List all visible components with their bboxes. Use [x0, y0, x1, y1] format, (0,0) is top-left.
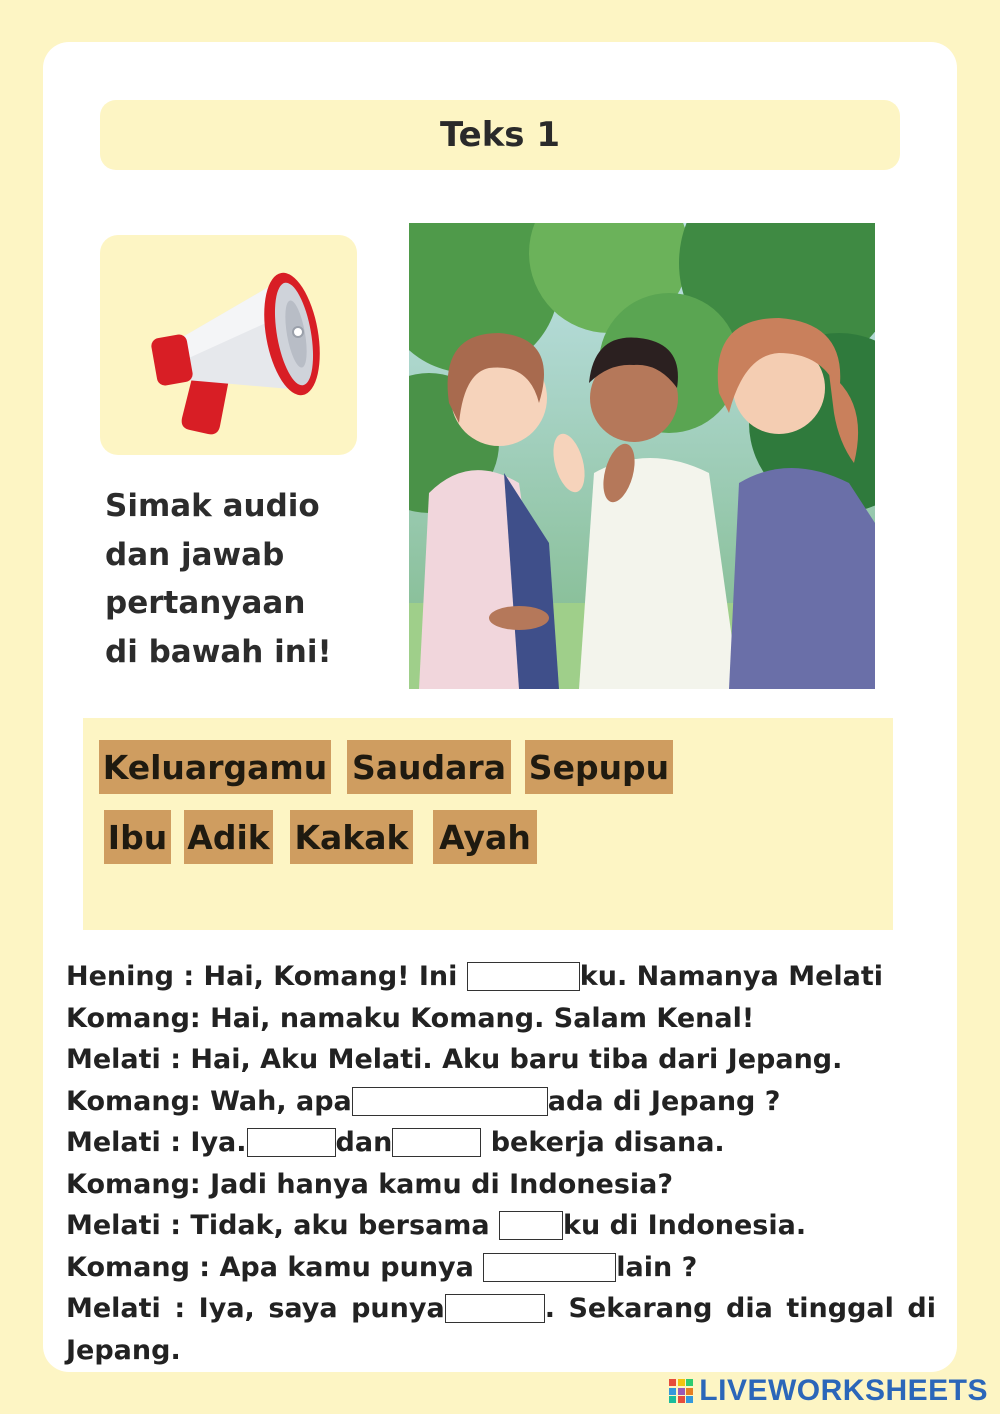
dialogue-line-3: Melati : Hai, Aku Melati. Aku baru tiba dari Jepang. [66, 1044, 843, 1075]
word-chip-adik[interactable]: Adik [184, 810, 273, 864]
word-chip-saudara[interactable]: Saudara [347, 740, 511, 794]
answer-blank-1[interactable] [467, 962, 580, 991]
logo-text: LIVEWORKSHEETS [699, 1374, 988, 1407]
word-chip-sepupu[interactable]: Sepupu [525, 740, 673, 794]
answer-blank-2[interactable] [352, 1087, 548, 1116]
dialogue-line-7: Melati : Tidak, aku bersama ku di Indonesia. [66, 1210, 807, 1241]
dialogue-line-6: Komang: Jadi hanya kamu di Indonesia? [66, 1168, 674, 1200]
answer-blank-3[interactable] [247, 1128, 336, 1157]
answer-blank-5[interactable] [499, 1211, 563, 1240]
megaphone-icon [134, 250, 324, 440]
dialogue-line-9: Melati : Iya, saya punya . Sekarang dia tinggal di [66, 1293, 936, 1324]
page-title [100, 100, 900, 170]
friends-illustration [409, 223, 875, 689]
dialogue-text [66, 956, 936, 1371]
dialogue-line-4: Komang: Wah, apa ada di Jepang ? [66, 1085, 781, 1117]
liveworksheets-logo [669, 1372, 988, 1410]
word-chip-keluargamu[interactable]: Keluargamu [99, 740, 331, 794]
answer-blank-7[interactable] [445, 1294, 545, 1323]
word-chip-kakak[interactable]: Kakak [290, 810, 413, 864]
dialogue-line-10: Jepang. [66, 1334, 181, 1366]
audio-play-button[interactable] [100, 235, 357, 455]
page-title-text: Teks 1 [439, 115, 561, 155]
instruction-text: Simak audio dan jawab pertanyaan di bawah ini! [105, 488, 332, 670]
dialogue-line-8: Komang : Apa kamu punya lain ? [66, 1251, 698, 1283]
logo-grid-icon [669, 1379, 693, 1403]
dialogue-line-1: Hening : Hai, Komang! Ini ku. Namanya Melati [66, 961, 884, 992]
answer-blank-6[interactable] [483, 1253, 616, 1282]
dialogue-line-2: Komang: Hai, namaku Komang. Salam Kenal! [66, 1002, 755, 1034]
dialogue-line-5: Melati : Iya. dan bekerja disana. [66, 1127, 725, 1158]
word-chip-ayah[interactable]: Ayah [433, 810, 537, 864]
word-chip-ibu[interactable]: Ibu [104, 810, 171, 864]
answer-blank-4[interactable] [392, 1128, 481, 1157]
word-bank [83, 718, 893, 930]
